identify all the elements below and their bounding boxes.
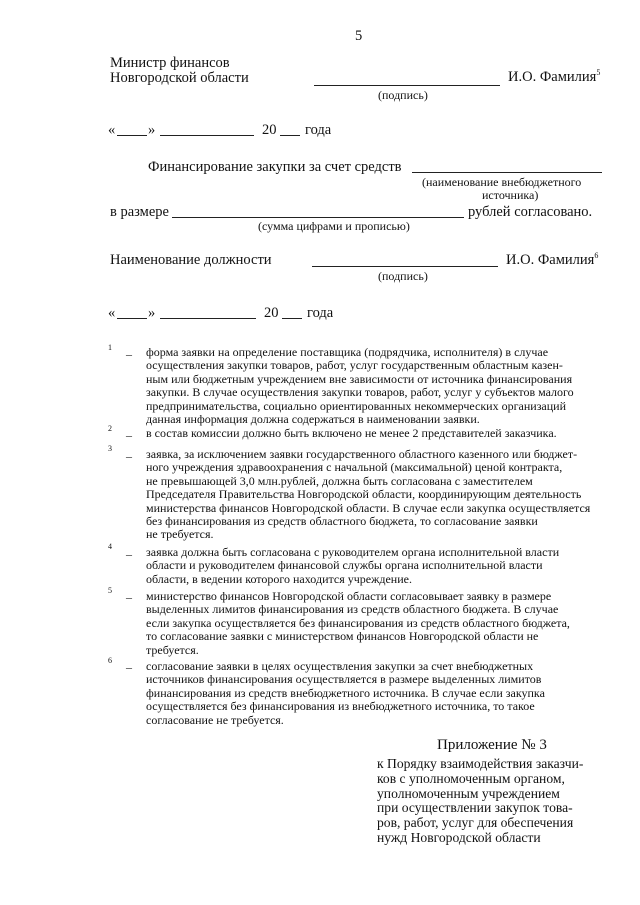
- appendix-title: Приложение № 3: [437, 737, 547, 753]
- appendix-description: к Порядку взаимодействия заказчи- ков с уполномоченным органом, уполномоченным учреждением при осуществлении закупок това- ров, работ, услуг для обеспечения нужд Новгородской области: [377, 756, 584, 845]
- funding-source-line: [412, 172, 602, 173]
- position-label: Наименование должности: [110, 252, 272, 268]
- date2-year-prefix: 20: [264, 305, 279, 321]
- minister-title-line2: Новгородской области: [110, 70, 249, 86]
- footnote-5-text: министерство финансов Новгородской области согласовывает заявку в размере выделенных лимитов финансирования из средств областного бюджета. В случае если закупка осуществляется без финансирования из средств областного бюджета, то согласование заявки с министерством финансов Новгородской области не требуется.: [146, 589, 570, 657]
- date2-month-blank: [160, 318, 256, 319]
- date2-year-suffix: года: [307, 305, 334, 321]
- amount-prefix: в размере: [110, 204, 169, 220]
- footnote-5-number: 5: [108, 586, 112, 595]
- footnote-1-dash: –: [126, 347, 132, 361]
- amount-line: [172, 217, 464, 218]
- date2-close-quote: »: [148, 305, 156, 321]
- footnote-6-dash: –: [126, 660, 132, 674]
- footnote-1-text: форма заявки на определение поставщика (подрядчика, исполнителя) в случае осуществления закупки товаров, работ, услуг государственным областным казен- ным или бюджетным учреждением вне зависимости от источника финансирования закупки. В случае осуществления закупки товаров, работ, услуг у субъектов малого предпринимательства, социально ориентированных некоммерческих организаций данная информация должна содержаться в наименовании заявки.: [146, 345, 574, 427]
- date2-day-blank: [117, 318, 147, 319]
- footnote-3-number: 3: [108, 444, 112, 453]
- date-close-quote: »: [148, 122, 156, 138]
- footnote-4-text: заявка должна быть согласована с руководителем органа исполнительной власти области и руководителем финансовой службы органа исполнительной власти области, в ведении которого находится учреждение.: [146, 545, 560, 586]
- footnote-6-text: согласование заявки в целях осуществления закупки за счет внебюджетных источников финансирования осуществляется в размере выделенных лимитов финансирования из средств внебюджетного источника. В случае если закупка осуществляется без финансирования из внебюджетного источника, то такое согласование не требуется.: [146, 659, 545, 727]
- date-day-blank: [117, 135, 147, 136]
- footnote-4-number: 4: [108, 542, 112, 551]
- date2-open-quote: «: [108, 305, 116, 321]
- position-name: И.О. Фамилия$^6$: [506, 251, 599, 268]
- page-number: 5: [355, 28, 363, 44]
- amount-suffix: рублей согласовано.: [468, 204, 593, 220]
- minister-title-line1: Министр финансов: [110, 55, 230, 71]
- date-year-blank: [280, 135, 300, 136]
- date2-year-blank: [282, 318, 302, 319]
- footnote-5-dash: –: [126, 590, 132, 604]
- footnote-6-number: 6: [108, 656, 112, 665]
- funding-source-caption-line2: источника): [482, 188, 539, 202]
- minister-name: И.О. Фамилия$^5$: [508, 68, 601, 85]
- footnote-1-number: 1: [108, 343, 112, 352]
- amount-caption: (сумма цифрами и прописью): [258, 219, 410, 233]
- date-open-quote: «: [108, 122, 116, 138]
- date-year-suffix: года: [305, 122, 332, 138]
- footnote-2-number: 2: [108, 424, 112, 433]
- date-year-prefix: 20: [262, 122, 277, 138]
- position-signature-caption: (подпись): [378, 269, 428, 283]
- position-signature-line: [312, 266, 498, 267]
- funding-label: Финансирование закупки за счет средств: [148, 159, 402, 175]
- footnote-3-text: заявка, за исключением заявки государственного областного казенного или бюджет- ного учреждения здравоохранения с начальной (максимальной) ценой контракта, не превышающей 3,0 млн.рублей, должна быть согласована с заместителем Председателя Правительства Новгородской области, координирующим деятельность министерства финансов Новгородской области. В случае если закупка осуществляется без финансирования из средств областного бюджета, то согласование заявки не требуется.: [146, 447, 591, 542]
- footnote-2-dash: –: [126, 428, 132, 442]
- footnote-4-dash: –: [126, 547, 132, 561]
- funding-source-caption: (наименование внебюджетного: [422, 175, 582, 189]
- footnote-2-text: в состав комиссии должно быть включено не менее 2 представителей заказчика.: [146, 426, 557, 440]
- date-month-blank: [160, 135, 254, 136]
- footnote-3-dash: –: [126, 449, 132, 463]
- minister-signature-caption: (подпись): [378, 88, 428, 102]
- minister-signature-line: [314, 85, 500, 86]
